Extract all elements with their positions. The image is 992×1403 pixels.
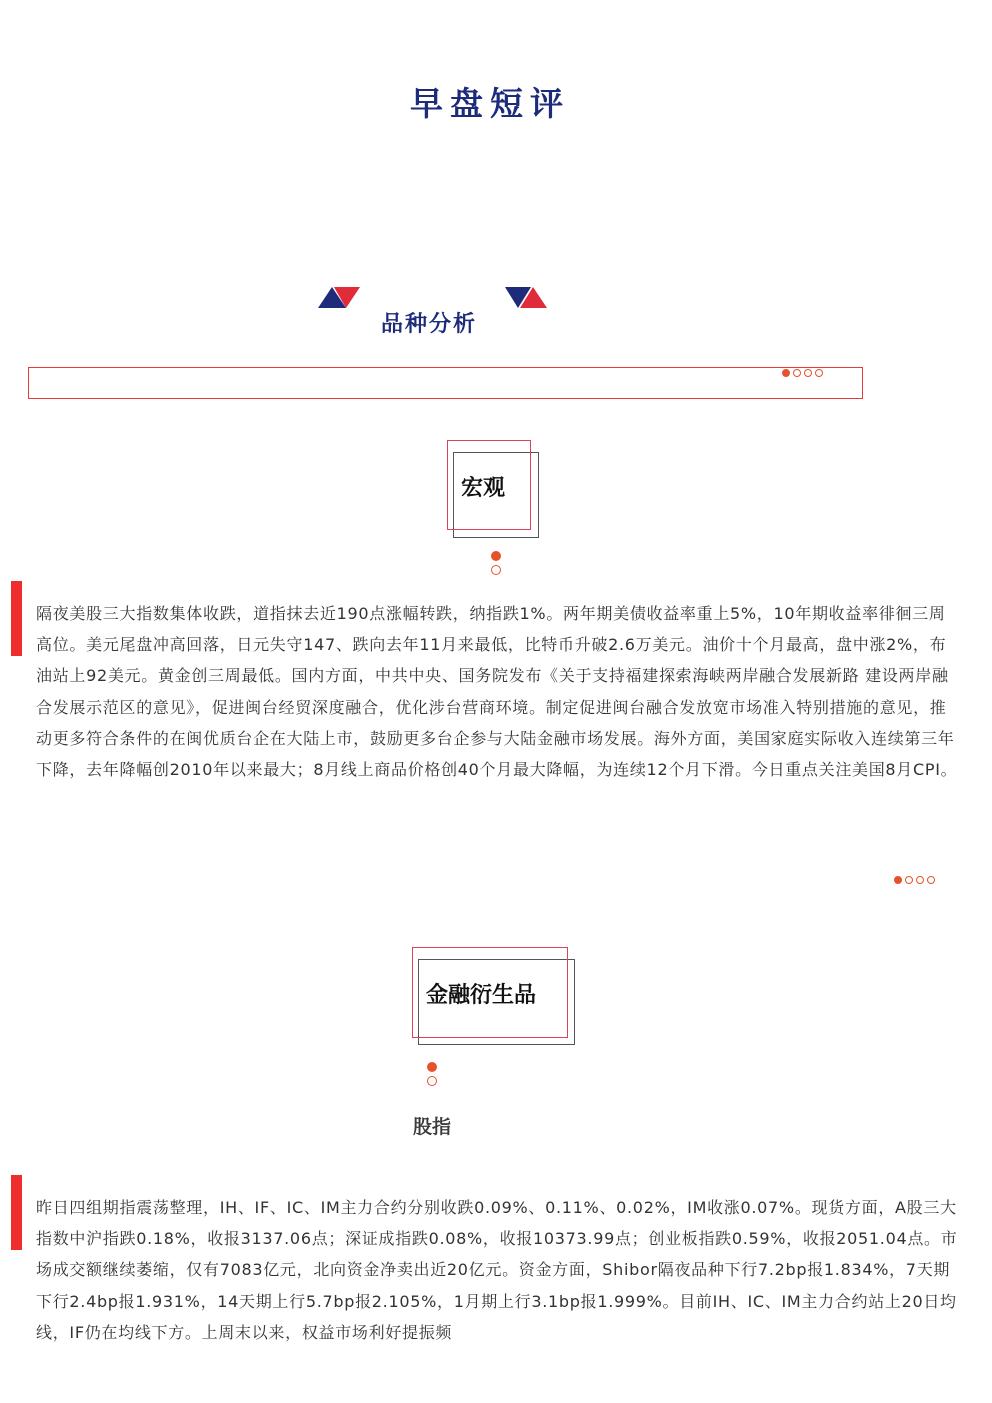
dot-hollow-icon xyxy=(927,876,935,884)
dot-filled-icon xyxy=(491,551,501,561)
dot-hollow-icon xyxy=(793,369,801,377)
stock-index-subtitle: 股指 xyxy=(413,1116,452,1138)
accent-bar xyxy=(11,581,22,656)
macro-heading: 宏观 xyxy=(461,476,506,501)
derivatives-paragraph: 昨日四组期指震荡整理，IH、IF、IC、IM主力合约分别收跌0.09%、0.11%、0.02%，IM收涨0.07%。现货方面，A股三大指数中沪指跌0.18%，收报3137.06点；深证成指跌0.08%，收报10373.99点；创业板指跌0.59%，收报2051.04点。市场成交额继续萎缩，仅有7083亿元，北向资金净卖出近20亿元。资金方面，Shibor隔夜品种下行7.2bp报1.834%，7天期下行2.4bp报1.931%，14天期上行5.7bp报2.105%，1月期上行3.1bp报1.999%。目前IH、IC、IM主力合约站上20日均线，IF仍在均线下方。上周末以来，权益市场利好提振频 xyxy=(36,1198,958,1342)
derivatives-heading: 金融衍生品 xyxy=(426,983,537,1008)
triangle-right-icon xyxy=(505,287,549,309)
dots-indicator xyxy=(782,369,823,377)
dot-hollow-icon xyxy=(905,876,913,884)
dot-filled-icon xyxy=(427,1062,437,1072)
dot-hollow-icon xyxy=(916,876,924,884)
section-divider-bar xyxy=(28,367,863,399)
triangle-left-icon xyxy=(318,287,362,309)
dot-hollow-icon xyxy=(491,565,501,575)
section-label: 品种分析 xyxy=(381,312,478,337)
dot-filled-icon xyxy=(782,369,790,377)
dot-hollow-icon xyxy=(804,369,812,377)
page-title: 早盘短评 xyxy=(410,84,570,123)
dots-indicator xyxy=(894,876,935,884)
accent-bar xyxy=(11,1175,22,1250)
macro-paragraph: 隔夜美股三大指数集体收跌，道指抹去近190点涨幅转跌，纳指跌1%。两年期美债收益率重上5%，10年期收益率徘徊三周高位。美元尾盘冲高回落，日元失守147、跌向去年11月来最低，比特币升破2.6万美元。油价十个月最高，盘中涨2%，布油站上92美元。黄金创三周最低。国内方面，中共中央、国务院发布《关于支持福建探索海峡两岸融合发展新路 建设两岸融合发展示范区的意见》，促进闽台经贸深度融合，优化涉台营商环境。制定促进闽台融合发放宽市场准入特别措施的意见，推动更多符合条件的在闽优质台企在大陆上市，鼓励更多台企参与大陆金融市场发展。海外方面，美国家庭实际收入连续第三年下降，去年降幅创2010年以来最大；8月线上商品价格创40个月最大降幅，为连续12个月下滑。今日重点关注美国8月CPI。 xyxy=(36,604,958,780)
dot-hollow-icon xyxy=(815,369,823,377)
dot-hollow-icon xyxy=(427,1076,437,1086)
dot-filled-icon xyxy=(894,876,902,884)
